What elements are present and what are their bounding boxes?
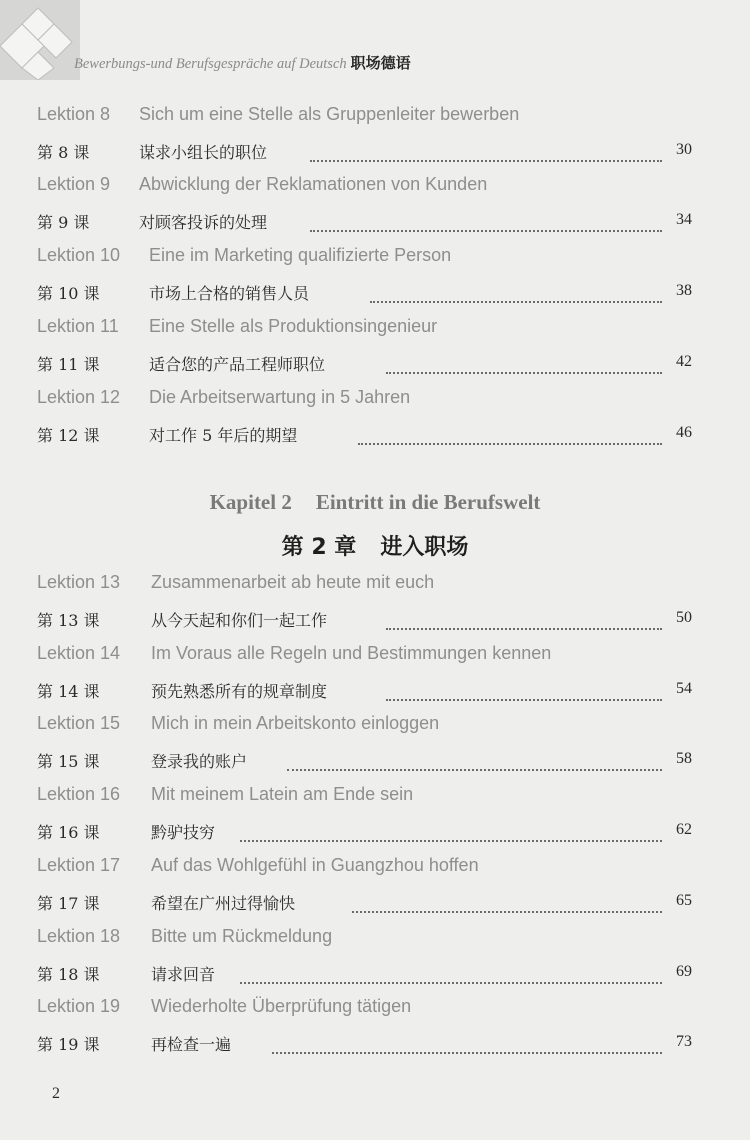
lesson-title-de: Sich um eine Stelle als Gruppenleiter bewerben — [139, 104, 520, 124]
page-number: 2 — [52, 1085, 60, 1102]
lesson-title-cn: 再检查一遍 — [151, 1035, 232, 1054]
lesson-number-de: Lektion 9 — [37, 174, 111, 194]
page-ref: 46 — [676, 424, 692, 441]
lesson-title-cn: 对工作 5 年后的期望 — [149, 426, 298, 445]
lesson-number-de: Lektion 14 — [37, 643, 121, 663]
toc-row-de — [0, 310, 750, 342]
page-ref: 58 — [676, 750, 692, 767]
dot-leader — [310, 138, 662, 162]
lesson-number-cn: 第 9 课 — [37, 213, 90, 232]
lesson-number-de: Lektion 12 — [37, 387, 121, 407]
toc-row-de — [0, 566, 750, 598]
lesson-number-de: Lektion 16 — [37, 784, 121, 804]
lesson-number-cn: 第 19 课 — [37, 1035, 100, 1054]
toc-row-cn[interactable] — [0, 743, 750, 775]
lesson-title-de: Auf das Wohlgefühl in Guangzhou hoffen — [151, 855, 479, 875]
dot-leader — [240, 960, 662, 984]
lesson-title-de: Zusammenarbeit ab heute mit euch — [151, 572, 435, 592]
dot-leader — [386, 606, 662, 630]
lesson-number-cn: 第 17 课 — [37, 894, 100, 913]
lesson-title-cn: 黔驴技穷 — [151, 823, 216, 842]
lesson-number-cn: 第 13 课 — [37, 611, 100, 630]
chapter-heading-cn — [0, 530, 750, 561]
lesson-number-de: Lektion 11 — [37, 316, 119, 336]
lesson-title-de: Mich in mein Arbeitskonto einloggen — [151, 713, 440, 733]
page-ref: 62 — [676, 821, 692, 838]
toc-row-de — [0, 98, 750, 130]
running-title-cn: 职场德语 — [350, 54, 411, 72]
page-ref: 65 — [676, 892, 692, 909]
toc-row-de — [0, 707, 750, 739]
page-ref: 50 — [676, 609, 692, 626]
chapter-label-cn: 第 2 章 — [281, 535, 357, 560]
toc-row-cn[interactable] — [0, 417, 750, 449]
toc-row-cn[interactable] — [0, 275, 750, 307]
lesson-title-cn: 希望在广州过得愉快 — [151, 894, 296, 913]
diamond-logo-icon — [0, 0, 80, 80]
lesson-number-de: Lektion 17 — [37, 855, 121, 875]
toc-row-de — [0, 778, 750, 810]
dot-leader — [272, 1030, 662, 1054]
toc-row-cn[interactable] — [0, 885, 750, 917]
lesson-title-de: Bitte um Rückmeldung — [151, 926, 333, 946]
toc-row-cn[interactable] — [0, 204, 750, 236]
lesson-title-de: Eine im Marketing qualifizierte Person — [149, 245, 452, 265]
page-header — [0, 0, 750, 80]
lesson-title-de: Abwicklung der Reklamationen von Kunden — [139, 174, 488, 194]
lesson-number-de: Lektion 19 — [37, 996, 121, 1016]
lesson-title-de: Eine Stelle als Produktionsingenieur — [149, 316, 438, 336]
toc-row-de — [0, 381, 750, 413]
page-ref: 30 — [676, 141, 692, 158]
running-title-de: Bewerbungs-und Berufsgespräche auf Deutsch — [74, 56, 347, 72]
toc-row-de — [0, 920, 750, 952]
page-ref: 34 — [676, 211, 692, 228]
page-ref: 69 — [676, 963, 692, 980]
lesson-title-cn: 从今天起和你们一起工作 — [151, 611, 328, 630]
lesson-number-de: Lektion 8 — [37, 104, 111, 124]
chapter-title-de: Eintritt in die Berufswelt — [315, 490, 541, 514]
lesson-title-cn: 市场上合格的销售人员 — [149, 284, 310, 303]
chapter-title-cn: 进入职场 — [380, 535, 469, 560]
lesson-title-cn: 请求回音 — [151, 965, 216, 984]
lesson-number-cn: 第 15 课 — [37, 752, 100, 771]
lesson-title-cn: 登录我的账户 — [151, 752, 248, 771]
toc-row-cn[interactable] — [0, 134, 750, 166]
dot-leader — [310, 208, 662, 232]
dot-leader — [358, 421, 662, 445]
lesson-title-de: Die Arbeitserwartung in 5 Jahren — [149, 387, 411, 407]
chapter-label-de: Kapitel 2 — [209, 490, 292, 514]
toc-row-de — [0, 168, 750, 200]
lesson-number-de: Lektion 13 — [37, 572, 121, 592]
toc-row-de — [0, 990, 750, 1022]
lesson-title-de: Wiederholte Überprüfung tätigen — [151, 996, 412, 1016]
toc-row-cn[interactable] — [0, 602, 750, 634]
page-ref: 42 — [676, 353, 692, 370]
page-ref: 54 — [676, 680, 692, 697]
lesson-number-de: Lektion 15 — [37, 713, 121, 733]
lesson-number-cn: 第 14 课 — [37, 682, 100, 701]
lesson-number-cn: 第 10 课 — [37, 284, 100, 303]
lesson-title-de: Im Voraus alle Regeln und Bestimmungen kennen — [151, 643, 552, 663]
chapter-heading-de — [0, 490, 750, 515]
lesson-number-cn: 第 8 课 — [37, 143, 90, 162]
toc-row-de — [0, 849, 750, 881]
page-ref: 73 — [676, 1033, 692, 1050]
lesson-number-de: Lektion 18 — [37, 926, 121, 946]
dot-leader — [352, 889, 662, 913]
toc-row-cn[interactable] — [0, 814, 750, 846]
lesson-title-cn: 适合您的产品工程师职位 — [149, 355, 326, 374]
dot-leader — [386, 677, 662, 701]
lesson-number-cn: 第 18 课 — [37, 965, 100, 984]
lesson-number-cn: 第 12 课 — [37, 426, 100, 445]
toc-row-cn[interactable] — [0, 1026, 750, 1058]
toc-row-de — [0, 239, 750, 271]
lesson-number-de: Lektion 10 — [37, 245, 121, 265]
toc-row-cn[interactable] — [0, 346, 750, 378]
lesson-number-cn: 第 11 课 — [37, 355, 100, 374]
lesson-title-cn: 对顾客投诉的处理 — [139, 213, 268, 232]
lesson-number-cn: 第 16 课 — [37, 823, 100, 842]
toc-row-de — [0, 637, 750, 669]
lesson-title-de: Mit meinem Latein am Ende sein — [151, 784, 414, 804]
lesson-title-cn: 预先熟悉所有的规章制度 — [151, 682, 328, 701]
lesson-title-cn: 谋求小组长的职位 — [139, 143, 268, 162]
dot-leader — [370, 279, 662, 303]
dot-leader — [287, 747, 662, 771]
dot-leader — [386, 350, 662, 374]
dot-leader — [240, 818, 662, 842]
toc-row-cn[interactable] — [0, 673, 750, 705]
running-title — [74, 52, 411, 73]
toc-row-cn[interactable] — [0, 956, 750, 988]
page-ref: 38 — [676, 282, 692, 299]
